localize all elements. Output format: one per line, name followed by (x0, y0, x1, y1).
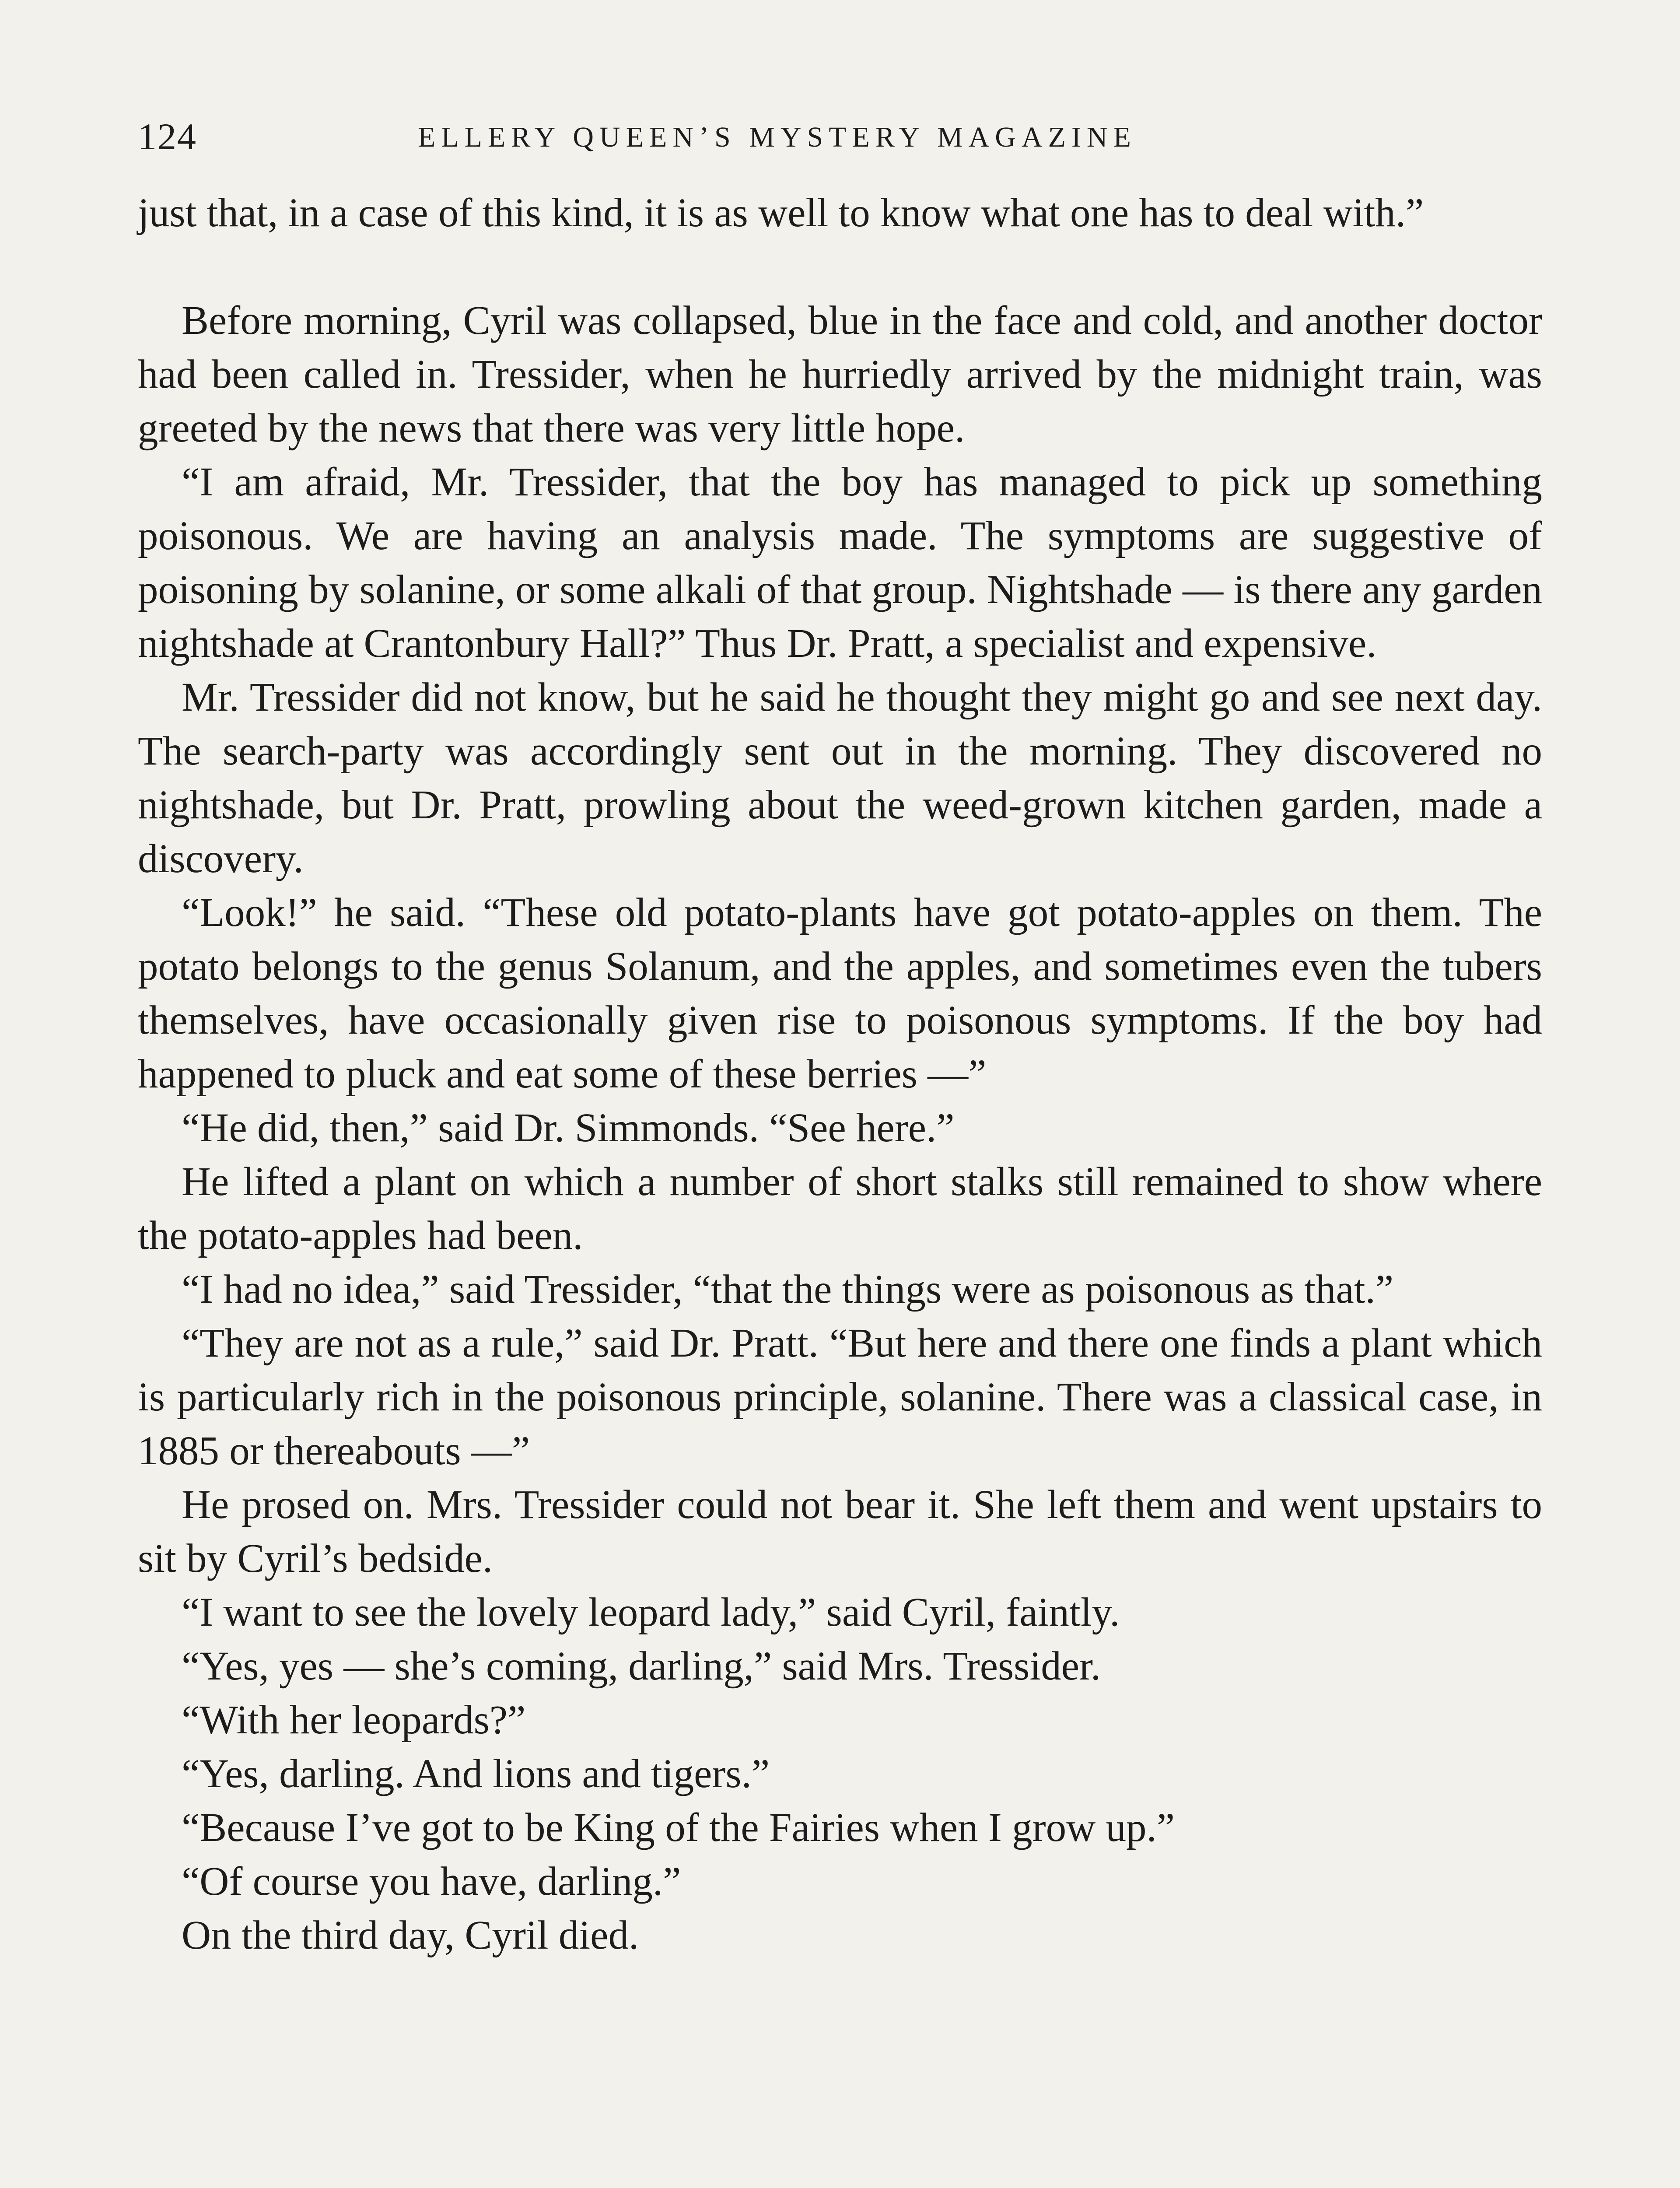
paragraph: “They are not as a rule,” said Dr. Pratt. “But here and there one finds a plant which is particularly rich in the poisonous principle, solanine. There was a classical case, in 1885 or thereabouts —” (138, 1321, 1542, 1473)
paragraph: “I am afraid, Mr. Tressider, that the boy has managed to pick up something poisonous. We are having an analysis made. The symptoms are suggestive of poisoning by solanine, or some alkali of that group. Nightshade — is there any garden nightshade at Crantonbury Hall?” Thus Dr. Pratt, a specialist and expensive. (138, 459, 1542, 666)
running-head: ELLERY QUEEN’S MYSTERY MAGAZINE (418, 121, 1137, 153)
paragraph: “Look!” he said. “These old potato-plants have got potato-apples on them. The potato belongs to the genus Solanum, and the apples, and sometimes even the tubers themselves, have occasionally given rise to poisonous symptoms. If the boy had happened to pluck and eat some of these berries —” (138, 890, 1542, 1097)
paragraph: He lifted a plant on which a number of short stalks still remained to show where the potato-apples had been. (138, 1159, 1542, 1258)
paragraph: “He did, then,” said Dr. Simmonds. “See here.” (182, 1105, 955, 1150)
paragraph: “Of course you have, darling.” (182, 1859, 681, 1904)
page-number: 124 (138, 116, 197, 158)
paragraph: “I had no idea,” said Tressider, “that the things were as poisonous as that.” (182, 1267, 1394, 1312)
paragraph: On the third day, Cyril died. (182, 1913, 639, 1958)
paragraph: “Yes, yes — she’s coming, darling,” said Mrs. Tressider. (182, 1644, 1101, 1689)
paragraph: Mr. Tressider did not know, but he said he thought they might go and see next day. The search-party was accordingly sent out in the morning. They discovered no nightshade, but Dr. Pratt, prowling about the weed-grown kitchen garden, made a discovery. (138, 675, 1542, 881)
paragraph: He prosed on. Mrs. Tressider could not bear it. She left them and went upstairs to sit by Cyril’s bedside. (138, 1482, 1542, 1581)
paragraph: “With her leopards?” (182, 1697, 526, 1743)
paragraph: “Yes, darling. And lions and tigers.” (182, 1751, 770, 1796)
paragraph: just that, in a case of this kind, it is as well to know what one has to deal with.” (138, 190, 1424, 235)
paragraph: “Because I’ve got to be King of the Fairies when I grow up.” (182, 1805, 1175, 1850)
paragraph: “I want to see the lovely leopard lady,” said Cyril, faintly. (182, 1590, 1120, 1635)
story-text (138, 186, 1542, 1962)
paragraph: Before morning, Cyril was collapsed, blue in the face and cold, and another doctor had been called in. Tressider, when he hurriedly arrived by the midnight train, was greeted by the news that there was very little hope. (138, 298, 1542, 451)
page-header (138, 115, 1542, 163)
